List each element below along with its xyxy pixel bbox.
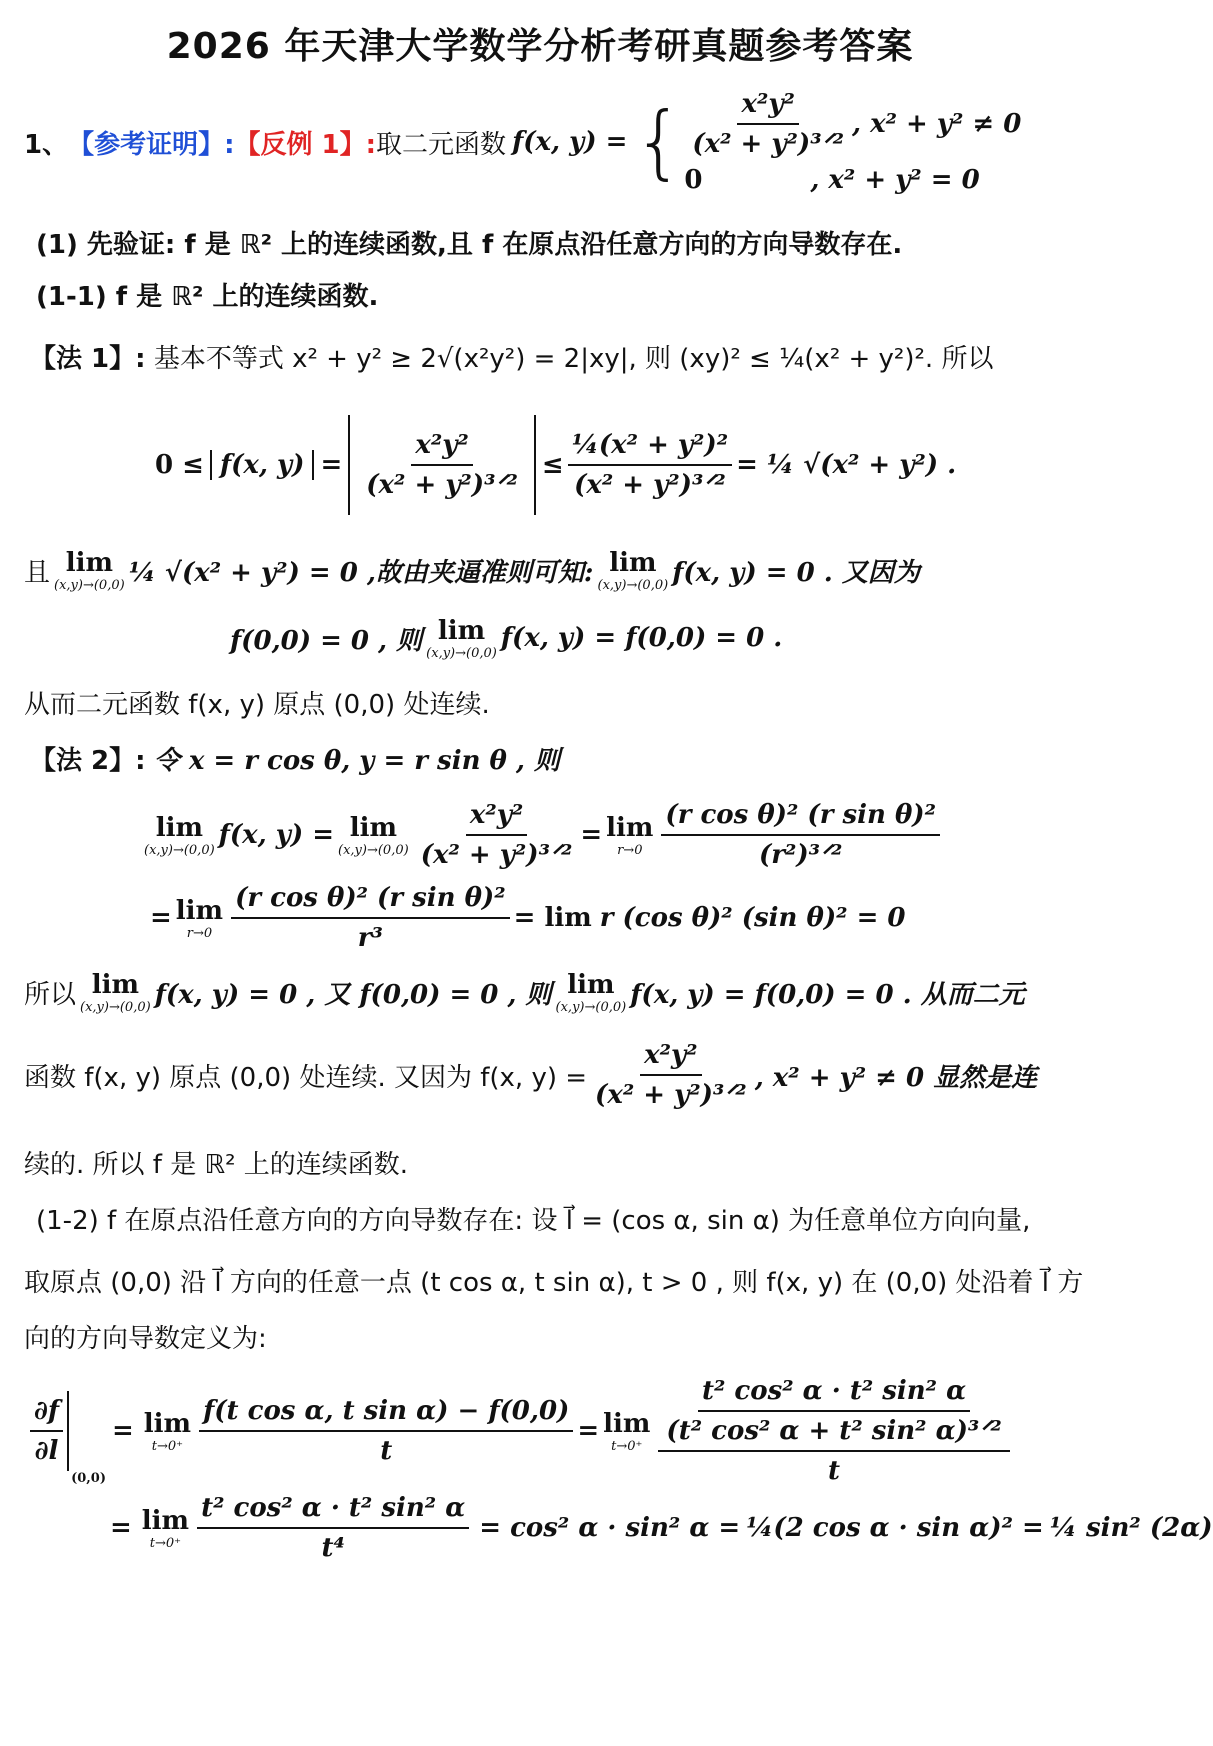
line-5-text-c: f(x, y) = f(0,0) = 0 . 从而二元 — [630, 979, 1025, 1010]
question-number: 1、 — [24, 129, 69, 160]
method-1-label: 【法 1】: — [30, 344, 146, 374]
piecewise-cases — [684, 89, 1021, 195]
page-title: 2026 年天津大学数学分析考研真题参考答案 — [166, 26, 914, 67]
limit-operator-8: lim (x,y)→(0,0) — [80, 969, 151, 1015]
value-line-text-a: f(0,0) = 0 , 则 — [230, 625, 423, 656]
method-1-text: 基本不等式 x² + y² ≥ 2√(x²y²) = 2|xy|, 则 (xy)² ≤ ¼(x² + y²)². 所以 — [153, 344, 994, 374]
ineq-fraction-2 — [568, 430, 732, 500]
line-6-text-b: , x² + y² ≠ 0 显然是连 — [754, 1062, 1038, 1093]
line-6-fraction-den: (x² + y²)³ᐟ² — [595, 1080, 747, 1110]
part-1-2-line-3: 向的方向导数定义为: — [24, 1324, 267, 1354]
method-2-text: 令 x = r cos θ, y = r sin θ , 则 — [153, 746, 561, 776]
ineq-left: 0 ≤ — [155, 450, 204, 480]
method-1-value-line — [230, 610, 782, 666]
value-line-text-b: f(x, y) = f(0,0) = 0 . — [500, 623, 783, 653]
case-2-condition: , x² + y² = 0 — [810, 165, 980, 195]
row-1-lhs: f(x, y) = — [218, 820, 335, 850]
derivative-fraction-3: $\frac{\text{t² cos² α · t² sin² α}}{\text{t⁴}}$ — [197, 1493, 469, 1563]
row-1-fraction-2 — [661, 800, 940, 870]
limit-operator-7: lim r→0 — [175, 895, 224, 941]
abs-f-content: f(x, y) — [219, 450, 305, 480]
limit-line-prefix: 且 — [24, 557, 51, 588]
row-2-equals: = — [150, 903, 172, 933]
abs-fraction — [348, 415, 536, 515]
limit-operator-10: lim t→0⁺ — [143, 1408, 192, 1454]
limit-operator-1: lim (x,y)→(0,0) — [54, 547, 125, 593]
limit-operator-5: lim (x,y)→(0,0) — [338, 812, 409, 858]
function-lhs: f(x, y) = — [512, 127, 628, 157]
line-5-prefix: 所以 — [24, 979, 77, 1010]
limit-operator-9: lim (x,y)→(0,0) — [555, 969, 627, 1015]
piecewise-brace: { — [633, 95, 685, 188]
case-1 — [684, 89, 1021, 159]
derivative-fraction-1: $\frac{\text{f(t cos α, t sin α) − f(0,0)}}{t}$ — [199, 1396, 573, 1466]
case-1-numerator: x²y² — [737, 89, 798, 125]
limit-line-text-b: f(x, y) = 0 . 又因为 — [672, 557, 920, 588]
line-6-text-a: 函数 f(x, y) 原点 (0,0) 处连续. 又因为 f(x, y) = — [24, 1062, 588, 1093]
directional-derivative-row-2: = lim t→0⁺ $\frac{\text{t² cos² α · t² sin² α}}{\text{t⁴}}$ = cos² α · sin² α = ¼(2 cos α · sin α)² = ¼ sin² (2α) — [110, 1493, 1213, 1563]
question-1 — [24, 82, 1021, 202]
proof-tag: 【参考证明】: — [68, 129, 235, 160]
method-2-row-2 — [150, 878, 906, 958]
abs-f — [210, 450, 315, 480]
ineq-fraction-2-num: ¼(x² + y²)² — [568, 430, 732, 466]
row-1-fraction-1-num: x²y² — [466, 800, 527, 836]
case-2-value: 0 — [684, 165, 703, 195]
row-2-text: r (cos θ)² (sin θ)² = 0 — [599, 903, 906, 933]
directional-derivative-row-1: $\frac{\partial f}{\partial l}$ (0,0) = lim t→0⁺ $\frac{\text{f(t cos α, t sin α) − f(0,0)}}{t}$ = lim t→0⁺ $\frac{\frac{\text{t² cos² α · t² sin² α}}{\text{(t² cos² α + t² sin² α)³ᐟ²}}}{t}$ — [26, 1366, 1014, 1496]
part-1-1-heading: (1-1) f 是 ℝ² 上的连续函数. — [36, 282, 379, 312]
row-2-fraction-den: r³ — [357, 923, 383, 953]
row-1-equals: = — [580, 820, 603, 850]
method-2-line-6 — [24, 1030, 1037, 1120]
limit-line-text-a: ¼ √(x² + y²) = 0 ,故由夹逼准则可知: — [128, 557, 594, 588]
ineq-fraction-2-den: (x² + y²)³ᐟ² — [574, 470, 726, 500]
line-5-text-b: f(x, y) = 0 , 又 f(0,0) = 0 , 则 — [154, 979, 552, 1010]
derivative-result-b: = cos² α · sin² α = — [479, 1513, 741, 1543]
method-2-conclusion: 续的. 所以 f 是 ℝ² 上的连续函数. — [24, 1150, 409, 1180]
method-2-label: 【法 2】: — [30, 746, 146, 776]
ineq-fraction-1-num: x²y² — [411, 430, 472, 466]
derivative-result-d: ¼ sin² (2α) — [1049, 1513, 1213, 1543]
derivative-result-c: ¼(2 cos α · sin α)² = — [746, 1513, 1044, 1543]
method-1-line — [30, 338, 993, 375]
case-2 — [684, 165, 1021, 195]
evaluation-point: (0,0) — [71, 1471, 106, 1486]
method-2-line — [30, 740, 560, 777]
limit-operator-12: lim t→0⁺ — [141, 1505, 190, 1551]
row-1-fraction-2-den: (r²)³ᐟ² — [758, 840, 843, 870]
part-1-2-line-1: (1-2) f 在原点沿任意方向的方向导数存在: 设 l⃗ = (cos α, sin α) 为任意单位方向向量, — [36, 1206, 1031, 1236]
line-6-fraction — [591, 1040, 751, 1110]
row-2-fraction — [231, 883, 510, 953]
limit-operator-6: lim r→0 — [606, 812, 654, 858]
method-2-line-5 — [24, 964, 1025, 1020]
row-1-fraction-1 — [417, 800, 577, 870]
case-1-condition: , x² + y² ≠ 0 — [851, 109, 1022, 139]
derivative-fraction-2: $\frac{\frac{\text{t² cos² α · t² sin² α}}{\text{(t² cos² α + t² sin² α)³ᐟ²}}}{t}$ — [658, 1376, 1009, 1486]
method-1-limit-line — [24, 540, 920, 600]
case-1-fraction — [688, 89, 848, 159]
part-1-heading: (1) 先验证: f 是 ℝ² 上的连续函数,且 f 在原点沿任意方向的方向导数存在. — [36, 230, 903, 260]
question-text: 取二元函数 — [376, 129, 507, 160]
ineq-fraction-1-den: (x² + y²)³ᐟ² — [366, 470, 518, 500]
partial-derivative: $\frac{\partial f}{\partial l}$ — [30, 1396, 63, 1466]
row-1-fraction-2-num: (r cos θ)² (r sin θ)² — [661, 800, 940, 836]
case-1-denominator: (x² + y²)³ᐟ² — [692, 129, 844, 159]
method-1-conclusion: 从而二元函数 f(x, y) 原点 (0,0) 处连续. — [24, 690, 490, 720]
row-2-fraction-num: (r cos θ)² (r sin θ)² — [231, 883, 510, 919]
method-1-inequality: 0 ≤ f(x, y) = $\frac{\text{x²y²}}{\text{(x² + y²)³ᐟ²}}$ ≤ $\frac{\text{¼(x² + y²)²}}{\text{(x² + y²)³ᐟ²}}$ = ¼ √(x² + y²) . — [155, 410, 956, 520]
row-1-fraction-1-den: (x² + y²)³ᐟ² — [420, 840, 573, 870]
ineq-right: = ¼ √(x² + y²) . — [736, 450, 957, 480]
row-2-lim-label: = lim — [513, 903, 592, 933]
part-1-2-line-2: 取原点 (0,0) 沿 l⃗ 方向的任意一点 (t cos α, t sin α), t > 0 , 则 f(x, y) 在 (0,0) 处沿着 l⃗ 方 — [24, 1268, 1084, 1298]
counterexample-tag: 【反例 1】: — [234, 129, 377, 160]
derivative-inner-fraction: $\frac{\text{t² cos² α · t² sin² α}}{\text{(t² cos² α + t² sin² α)³ᐟ²}}$ — [666, 1376, 1002, 1446]
limit-operator-11: lim t→0⁺ — [603, 1408, 651, 1454]
line-6-fraction-num: x²y² — [640, 1040, 701, 1076]
limit-operator-3: lim (x,y)→(0,0) — [426, 615, 497, 661]
method-2-row-1 — [140, 790, 944, 880]
limit-operator-4: lim (x,y)→(0,0) — [144, 812, 215, 858]
evaluation-bar — [67, 1391, 69, 1471]
limit-operator-2: lim (x,y)→(0,0) — [597, 547, 669, 593]
ineq-fraction-1 — [362, 430, 522, 500]
